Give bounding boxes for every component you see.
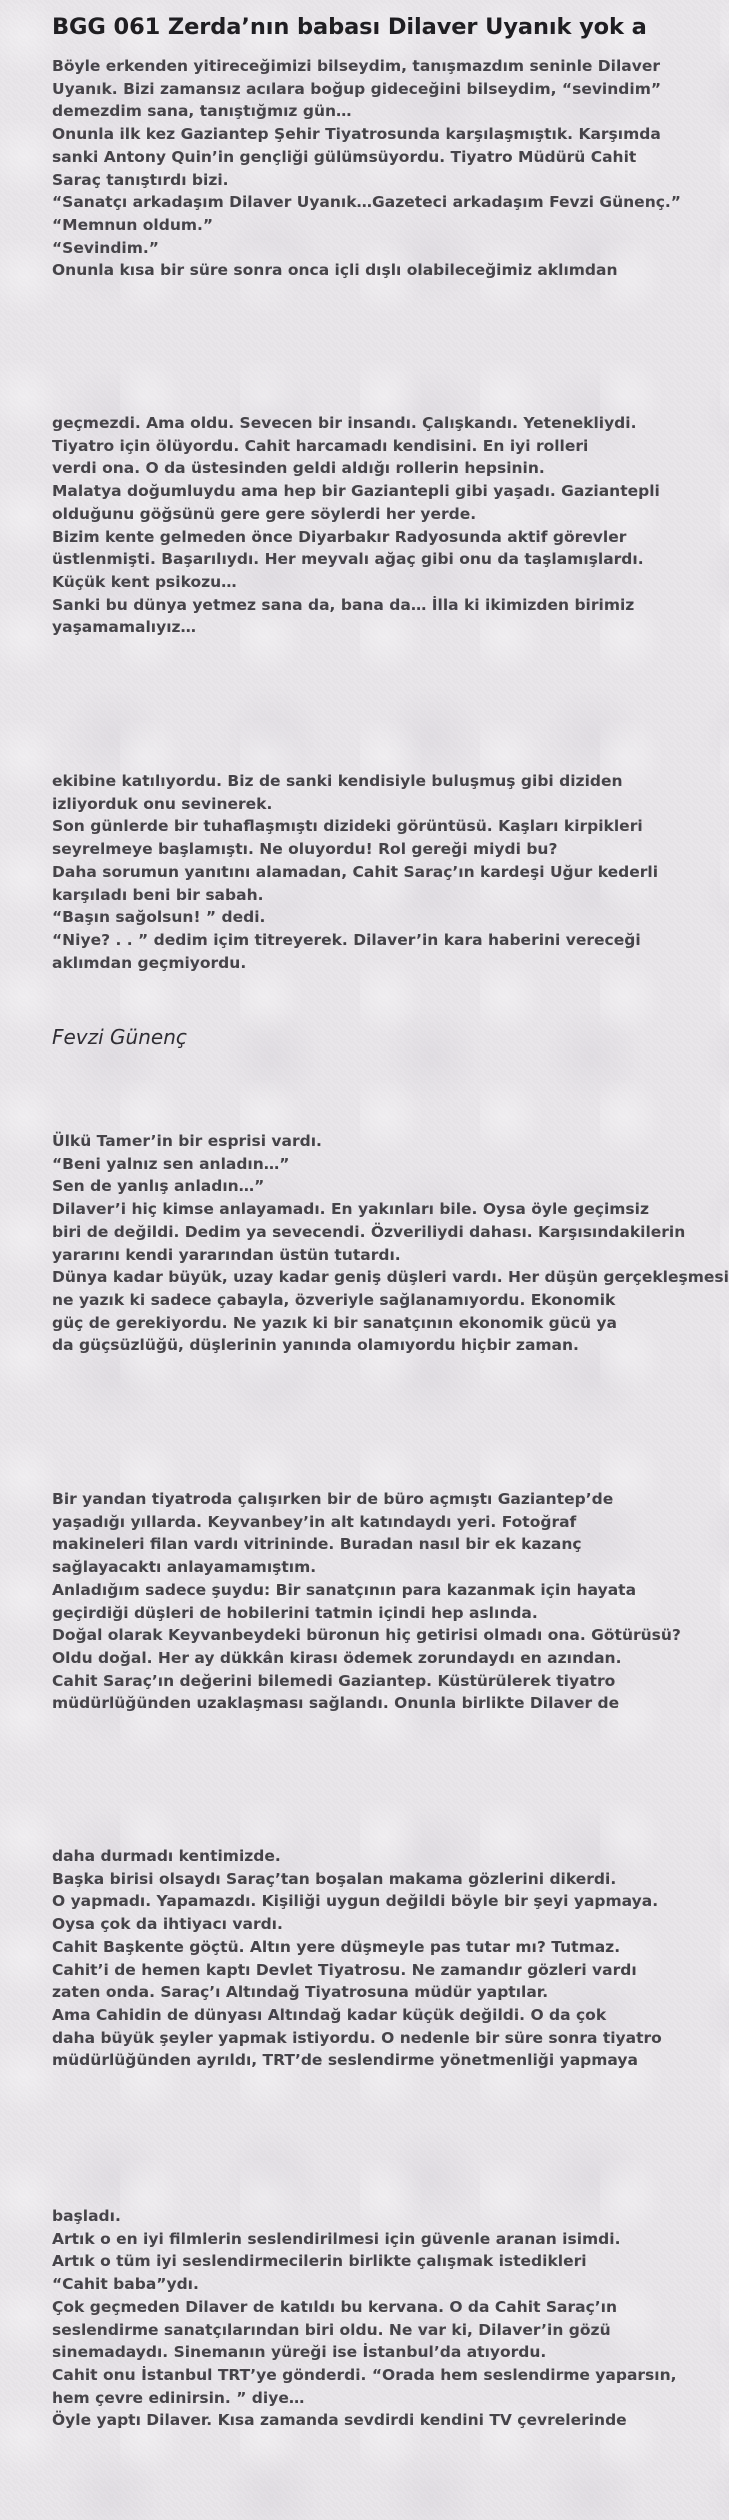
paragraph-line: Daha sorumun yanıtını alamadan, Cahit Saraç’ın kardeşi Uğur kederli bbox=[52, 862, 659, 881]
paragraph-line: da güçsüzlüğü, düşlerinin yanında olamıyordu hiçbir zaman. bbox=[52, 1336, 579, 1355]
paragraph-line: Oldu doğal. Her ay dükkân kirası ödemek zorundaydı en azından. bbox=[52, 1648, 622, 1667]
paragraph-line: müdürlüğünden uzaklaşması sağlandı. Onunla birlikte Dilaver de bbox=[52, 1694, 620, 1713]
paragraph-line: izliyorduk onu sevinerek. bbox=[52, 794, 273, 813]
paragraph-line: geçmezdi. Ama oldu. Sevecen bir insandı. Çalışkandı. Yetenekliydi. bbox=[52, 414, 637, 432]
paragraph-line: aklımdan geçmiyordu. bbox=[52, 953, 247, 972]
paragraph-line: Cahit Başkente göçtü. Altın yere düşmeyle pas tutar mı? Tutmaz. bbox=[52, 1937, 621, 1956]
paragraph-line: olduğunu göğsünü gere gere söylerdi her yerde. bbox=[52, 504, 477, 523]
paragraph-line: Çok geçmeden Dilaver de katıldı bu kervana. O da Cahit Saraç’ın bbox=[52, 2297, 618, 2316]
text-block-2 bbox=[52, 412, 660, 639]
paragraph-line: sinemadaydı. Sinemanın yüreği ise İstanbul’da atıyordu. bbox=[52, 2343, 547, 2362]
paragraph-line: Bir yandan tiyatroda çalışırken bir de büro açmıştı Gaziantep’de bbox=[52, 1490, 614, 1508]
paragraph-line: geçirdiği düşleri de hobilerini tatmin içindi hep aslında. bbox=[52, 1603, 538, 1622]
paragraph-line: biri de değildi. Dedim ya sevecendi. Özveriliydi dahası. Karşısındakilerin bbox=[52, 1222, 686, 1241]
paragraph-line: Cahit onu İstanbul TRT’ye gönderdi. “Orada hem seslendirme yaparsın, bbox=[52, 2365, 677, 2384]
paragraph-line: Artık o tüm iyi seslendirmecilerin birlikte çalışmak istedikleri bbox=[52, 2252, 587, 2271]
paragraph-line: hem çevre edinirsin. ” diye… bbox=[52, 2388, 305, 2407]
paragraph-line: yaşadığı yıllarda. Keyvanbey’in alt katındaydı yeri. Fotoğraf bbox=[52, 1512, 577, 1531]
paragraph-line: “Beni yalnız sen anladın…” bbox=[52, 1154, 290, 1173]
text-block-4 bbox=[52, 1130, 729, 1357]
text-block-6 bbox=[52, 1845, 662, 2072]
paragraph-line: verdi ona. O da üstesinden geldi aldığı rollerin hepsinin. bbox=[52, 459, 545, 478]
paragraph-line: Böyle erkenden yitireceğimizi bilseydim, tanışmazdım seninle Dilaver bbox=[52, 57, 661, 75]
paragraph-line: Malatya doğumluydu ama hep bir Gaziantepli gibi yaşadı. Gaziantepli bbox=[52, 482, 660, 501]
paragraph-line: başladı. bbox=[52, 2207, 121, 2225]
paragraph-line: Artık o en iyi filmlerin seslendirilmesi için güvenle aranan isimdi. bbox=[52, 2229, 621, 2248]
paragraph-line: Ülkü Tamer’in bir esprisi vardı. bbox=[52, 1132, 322, 1150]
paragraph-line: sanki Antony Quin’in gençliği gülümsüyordu. Tiyatro Müdürü Cahit bbox=[52, 147, 637, 166]
paragraph-line: Bizim kente gelmeden önce Diyarbakır Radyosunda aktif görevler bbox=[52, 527, 627, 546]
paragraph-line: Oysa çok da ihtiyacı vardı. bbox=[52, 1915, 283, 1934]
paragraph-line: “Sevindim.” bbox=[52, 238, 159, 257]
paragraph-line: ne yazık ki sadece çabayla, özveriyle sağlanamıyordu. Ekonomik bbox=[52, 1290, 616, 1309]
paragraph-line: Cahit Saraç’ın değerini bilemedi Gaziantep. Küstürülerek tiyatro bbox=[52, 1671, 616, 1690]
paragraph-line: “Cahit baba”ydı. bbox=[52, 2275, 199, 2294]
paragraph-line: “Niye? . . ” dedim içim titreyerek. Dilaver’in kara haberini vereceği bbox=[52, 930, 641, 949]
paragraph-line: “Memnun oldum.” bbox=[52, 215, 214, 234]
paragraph-line: zaten onda. Saraç’ı Altındağ Tiyatrosuna müdür yaptılar. bbox=[52, 1983, 549, 2002]
paragraph-line: karşıladı beni bir sabah. bbox=[52, 885, 264, 904]
paragraph-line: Ama Cahidin de dünyası Altındağ kadar küçük değildi. O da çok bbox=[52, 2005, 607, 2024]
paragraph-line: Anladığım sadece şuydu: Bir sanatçının para kazanmak için hayata bbox=[52, 1580, 637, 1599]
author-signature: Fevzi Günenç bbox=[52, 1025, 187, 1049]
paragraph-line: seyrelmeye başlamıştı. Ne oluyordu! Rol gereği miydi bu? bbox=[52, 840, 558, 859]
text-block-1 bbox=[52, 55, 681, 282]
text-block-5 bbox=[52, 1488, 681, 1715]
paragraph-line: sağlayacaktı anlayamamıştım. bbox=[52, 1558, 317, 1577]
paragraph-line: Onunla ilk kez Gaziantep Şehir Tiyatrosunda karşılaşmıştık. Karşımda bbox=[52, 125, 661, 144]
paragraph-line: Öyle yaptı Dilaver. Kısa zamanda sevdirdi kendini TV çevrelerinde bbox=[52, 2411, 627, 2430]
paragraph-line: Doğal olarak Keyvanbeydeki büronun hiç getirisi olmadı ona. Götürüsü? bbox=[52, 1626, 681, 1645]
paragraph-line: Saraç tanıştırdı bizi. bbox=[52, 170, 229, 189]
paragraph-line: üstlenmişti. Başarılıydı. Her meyvalı ağaç gibi onu da taşlamışlardı. bbox=[52, 550, 644, 569]
paragraph-line: Küçük kent psikozu… bbox=[52, 572, 237, 591]
paragraph-line: “Başın sağolsun! ” dedi. bbox=[52, 908, 266, 927]
paragraph-line: Onunla kısa bir süre sonra onca içli dışlı olabileceğimiz aklımdan bbox=[52, 261, 618, 280]
paragraph-line: Cahit’i de hemen kaptı Devlet Tiyatrosu. Ne zamandır gözleri vardı bbox=[52, 1960, 637, 1979]
page-title: BGG 061 Zerda’nın babası Dilaver Uyanık yok a bbox=[52, 14, 647, 40]
paragraph-line: Dilaver’i hiç kimse anlayamadı. En yakınları bile. Oysa öyle geçimsiz bbox=[52, 1200, 649, 1219]
paragraph-line: Sen de yanlış anladın…” bbox=[52, 1177, 265, 1196]
paragraph-line: güç de gerekiyordu. Ne yazık ki bir sanatçının ekonomik gücü ya bbox=[52, 1313, 617, 1332]
paragraph-line: müdürlüğünden ayrıldı, TRT’de seslendirme yönetmenliği yapmaya bbox=[52, 2051, 638, 2070]
paragraph-line: makineleri filan vardı vitrininde. Buradan nasıl bir ek kazanç bbox=[52, 1535, 582, 1554]
paragraph-line: Uyanık. Bizi zamansız acılara boğup gideceğini bilseydim, “sevindim” bbox=[52, 79, 662, 98]
paragraph-line: “Sanatçı arkadaşım Dilaver Uyanık…Gazeteci arkadaşım Fevzi Günenç.” bbox=[52, 193, 681, 212]
paragraph-line: demezdim sana, tanıştığmız gün… bbox=[52, 102, 352, 121]
paragraph-line: daha büyük şeyler yapmak istiyordu. O nedenle bir süre sonra tiyatro bbox=[52, 2028, 662, 2047]
text-block-3 bbox=[52, 770, 659, 974]
paragraph-line: Başka birisi olsaydı Saraç’tan boşalan makama gözlerini dikerdi. bbox=[52, 1869, 617, 1888]
paragraph-line: Tiyatro için ölüyordu. Cahit harcamadı kendisini. En iyi rolleri bbox=[52, 436, 589, 455]
paragraph-line: Son günlerde bir tuhaflaşmıştı dizideki görüntüsü. Kaşları kirpikleri bbox=[52, 817, 643, 836]
paragraph-line: yararını kendi yararından üstün tutardı. bbox=[52, 1245, 401, 1264]
paragraph-line: O yapmadı. Yapamazdı. Kişiliği uygun değildi böyle bir şeyi yapmaya. bbox=[52, 1892, 659, 1911]
text-block-7 bbox=[52, 2205, 677, 2432]
paragraph-line: yaşamamalıyız… bbox=[52, 618, 197, 637]
paragraph-line: Dünya kadar büyük, uzay kadar geniş düşleri vardı. Her düşün gerçekleşmesi bbox=[52, 1268, 729, 1287]
paragraph-line: ekibine katılıyordu. Biz de sanki kendisiyle buluşmuş gibi diziden bbox=[52, 772, 623, 790]
paragraph-line: Sanki bu dünya yetmez sana da, bana da… İlla ki ikimizden birimiz bbox=[52, 595, 635, 614]
paragraph-line: seslendirme sanatçılarından biri oldu. Ne var ki, Dilaver’in gözü bbox=[52, 2320, 611, 2339]
paragraph-line: daha durmadı kentimizde. bbox=[52, 1847, 281, 1865]
